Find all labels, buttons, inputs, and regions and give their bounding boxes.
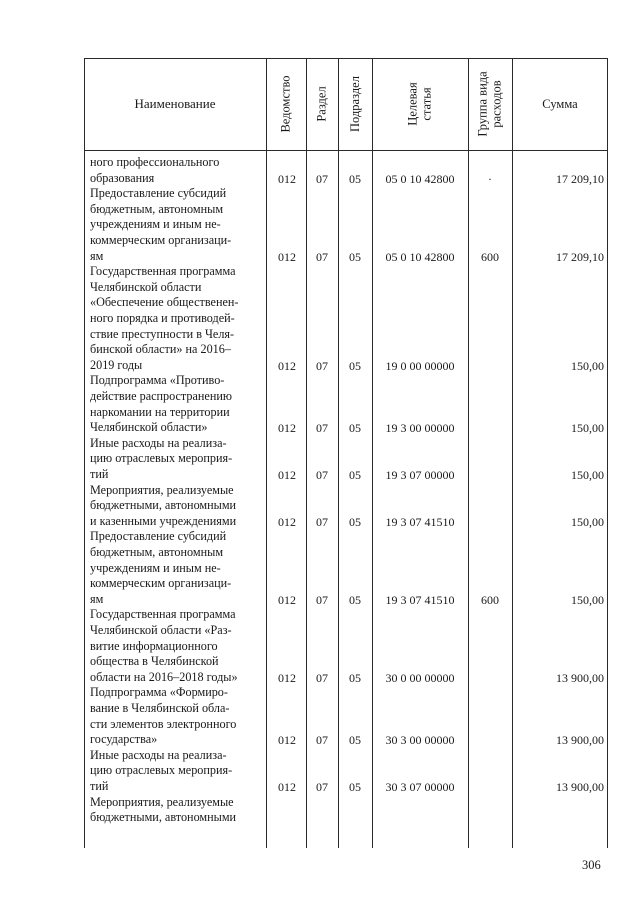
- row-name-line: сти элементов электронного: [90, 716, 237, 731]
- row-vedomstvo: 012: [278, 514, 296, 529]
- row-podrazdel: 05: [349, 249, 361, 264]
- row-razdel: 07: [316, 592, 328, 607]
- row-podrazdel: 05: [349, 733, 361, 748]
- row-name: [90, 607, 266, 685]
- row-celevaya: 19 0 00 00000: [385, 358, 455, 373]
- table-row: [84, 529, 608, 607]
- row-name-line: ям: [90, 591, 104, 606]
- row-vedomstvo: 012: [278, 733, 296, 748]
- row-gruppa: 600: [481, 592, 499, 607]
- row-podrazdel: 05: [349, 592, 361, 607]
- row-celevaya: 19 3 00 00000: [385, 421, 455, 436]
- row-name-line: Иные расходы на реализа-: [90, 435, 227, 450]
- row-name-line: ного порядка и противодей-: [90, 310, 235, 325]
- row-name-line: бюджетным, автономным: [90, 201, 224, 216]
- header-podrazdel-cell: [338, 58, 372, 150]
- header-gruppa-cell: [468, 58, 512, 150]
- row-vedomstvo: 012: [278, 421, 296, 436]
- table-row: [84, 436, 608, 483]
- table-row: [84, 186, 608, 264]
- row-name-line: образования: [90, 170, 155, 185]
- header-summa: Сумма: [542, 96, 578, 111]
- table-row: [84, 483, 608, 530]
- table-row: [84, 795, 608, 826]
- row-summa: 150,00: [571, 358, 604, 373]
- header-celevaya-line2: статья: [420, 87, 434, 121]
- row-summa: 17 209,10: [556, 249, 604, 264]
- row-celevaya: 05 0 10 42800: [385, 171, 455, 186]
- row-razdel: 07: [316, 514, 328, 529]
- row-name-line: тий: [90, 466, 109, 481]
- row-name-line: 2019 годы: [90, 357, 143, 372]
- row-summa: 13 900,00: [556, 779, 604, 794]
- row-celevaya: 19 3 07 41510: [385, 514, 455, 529]
- row-name-line: Мероприятия, реализуемые: [90, 794, 234, 809]
- row-summa: 17 209,10: [556, 171, 604, 186]
- row-summa: 13 900,00: [556, 733, 604, 748]
- budget-table: [84, 58, 608, 848]
- row-name-line: Государственная программа: [90, 607, 236, 622]
- table-row: [84, 685, 608, 747]
- row-razdel: 07: [316, 249, 328, 264]
- row-name-line: бюджетными, автономными: [90, 498, 237, 513]
- row-name-line: тий: [90, 778, 109, 793]
- row-name: [90, 685, 266, 747]
- row-razdel: 07: [316, 670, 328, 685]
- row-celevaya: 30 0 00 00000: [385, 670, 455, 685]
- header-name: Наименование: [134, 96, 216, 111]
- page-number: 306: [582, 858, 601, 872]
- row-name-line: Предоставление субсидий: [90, 186, 227, 201]
- row-celevaya: 30 3 07 00000: [385, 779, 455, 794]
- row-podrazdel: 05: [349, 467, 361, 482]
- row-razdel: 07: [316, 733, 328, 748]
- row-celevaya: 30 3 00 00000: [385, 733, 455, 748]
- header-celevaya-line1: Целевая: [406, 82, 420, 126]
- row-name-line: ям: [90, 248, 104, 263]
- row-summa: 150,00: [571, 592, 604, 607]
- header-podrazdel: Подраздел: [348, 76, 362, 132]
- row-name-line: учреждениям и иным не-: [90, 217, 221, 232]
- row-podrazdel: 05: [349, 779, 361, 794]
- row-name-line: вание в Челябинской обла-: [90, 700, 230, 715]
- row-vedomstvo: 012: [278, 779, 296, 794]
- row-name: [90, 436, 266, 483]
- row-vedomstvo: 012: [278, 670, 296, 685]
- row-name-line: Подпрограмма «Противо-: [90, 373, 225, 388]
- row-razdel: 07: [316, 421, 328, 436]
- row-razdel: 07: [316, 467, 328, 482]
- header-gruppa-line2: расходов: [490, 80, 505, 128]
- row-podrazdel: 05: [349, 171, 361, 186]
- header-name-cell: [84, 58, 266, 150]
- row-name-line: Челябинской области»: [90, 420, 208, 435]
- table-row: [84, 264, 608, 373]
- row-summa: 13 900,00: [556, 670, 604, 685]
- row-name: [90, 373, 266, 435]
- row-name-line: ствие преступности в Челя-: [90, 326, 235, 341]
- row-vedomstvo: 012: [278, 592, 296, 607]
- header-gruppa-line1: Группа вида: [476, 71, 491, 137]
- row-name-line: витие информационного: [90, 638, 218, 653]
- header-vedomstvo: Ведомство: [279, 75, 293, 133]
- row-name: [90, 529, 266, 607]
- row-razdel: 07: [316, 779, 328, 794]
- row-name-line: коммерческим организаци-: [90, 576, 232, 591]
- row-name: [90, 264, 266, 373]
- row-name-line: Предоставление субсидий: [90, 529, 227, 544]
- header-gruppa: [476, 71, 504, 136]
- row-name-line: общества в Челябинской: [90, 654, 219, 669]
- header-razdel: Раздел: [315, 86, 330, 122]
- row-name: [90, 748, 266, 795]
- row-name-line: цию отраслевых мероприя-: [90, 451, 233, 466]
- row-vedomstvo: 012: [278, 467, 296, 482]
- row-gruppa: ·: [488, 171, 492, 186]
- row-summa: 150,00: [571, 514, 604, 529]
- header-razdel-cell: [306, 58, 338, 150]
- row-name-line: Государственная программа: [90, 264, 236, 279]
- row-name: [90, 186, 266, 264]
- row-razdel: 07: [316, 171, 328, 186]
- row-name-line: «Обеспечение общественен-: [90, 295, 239, 310]
- row-name-line: коммерческим организаци-: [90, 232, 232, 247]
- table-row: [84, 155, 608, 186]
- header-celevaya: [406, 82, 434, 125]
- row-name-line: государства»: [90, 732, 158, 747]
- row-summa: 150,00: [571, 421, 604, 436]
- header-celevaya-cell: [372, 58, 468, 150]
- row-summa: 150,00: [571, 467, 604, 482]
- row-gruppa: 600: [481, 249, 499, 264]
- row-name-line: Подпрограмма «Формиро-: [90, 685, 228, 700]
- row-name-line: цию отраслевых мероприя-: [90, 763, 233, 778]
- row-name-line: области на 2016–2018 годы»: [90, 669, 238, 684]
- row-name: [90, 483, 266, 530]
- table-row: [84, 748, 608, 795]
- row-name-line: учреждениям и иным не-: [90, 560, 221, 575]
- row-name-line: наркомании на территории: [90, 404, 230, 419]
- row-name-line: Челябинской области: [90, 279, 202, 294]
- row-celevaya: 19 3 07 00000: [385, 467, 455, 482]
- table-row: [84, 607, 608, 685]
- row-name-line: действие распространению: [90, 388, 232, 403]
- row-name: [90, 155, 266, 186]
- row-name-line: Иные расходы на реализа-: [90, 747, 227, 762]
- row-name-line: Мероприятия, реализуемые: [90, 482, 234, 497]
- row-name-line: бюджетными, автономными: [90, 810, 237, 825]
- table-row: [84, 373, 608, 435]
- row-podrazdel: 05: [349, 514, 361, 529]
- row-celevaya: 05 0 10 42800: [385, 249, 455, 264]
- header-divider: [84, 150, 608, 151]
- row-name-line: бинской области» на 2016–: [90, 342, 231, 357]
- row-name-line: ного профессионального: [90, 155, 220, 169]
- row-name-line: Челябинской области «Раз-: [90, 622, 232, 637]
- row-razdel: 07: [316, 358, 328, 373]
- row-name-line: бюджетным, автономным: [90, 544, 224, 559]
- row-name: [90, 795, 266, 826]
- row-podrazdel: 05: [349, 670, 361, 685]
- row-vedomstvo: 012: [278, 358, 296, 373]
- row-podrazdel: 05: [349, 421, 361, 436]
- row-vedomstvo: 012: [278, 249, 296, 264]
- row-vedomstvo: 012: [278, 171, 296, 186]
- row-podrazdel: 05: [349, 358, 361, 373]
- header-vedomstvo-cell: [266, 58, 306, 150]
- row-name-line: и казенными учреждениями: [90, 513, 237, 528]
- header-summa-cell: [512, 58, 608, 150]
- row-celevaya: 19 3 07 41510: [385, 592, 455, 607]
